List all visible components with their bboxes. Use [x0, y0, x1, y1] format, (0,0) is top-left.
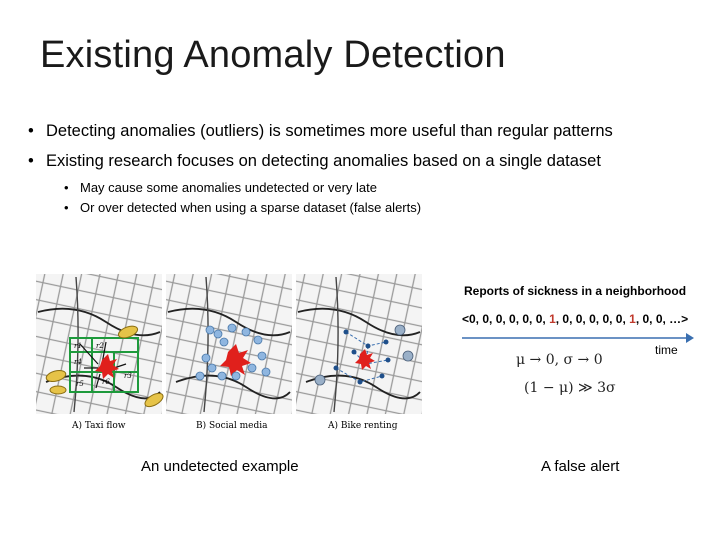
report-sequence — [462, 312, 688, 326]
slide-title: Existing Anomaly Detection — [40, 34, 506, 76]
sequence-mid: , 0, 0, 0, 0, 0, — [555, 312, 630, 326]
region-label-r5: r5 — [76, 380, 84, 388]
sequence-highlight-2: 1 — [629, 312, 636, 326]
bullet-dot: • — [64, 180, 69, 195]
formula-threshold: (1 − μ) ≫ 3σ — [524, 380, 616, 396]
region-label-r4: r4 — [74, 358, 82, 366]
panel-label-taxi: A) Taxi flow — [72, 421, 126, 431]
sequence-start: <0, 0, 0, 0, 0, 0, — [462, 312, 550, 326]
formula-mean-sigma: μ → 0, σ → 0 — [516, 352, 603, 368]
city-maps-figure — [36, 272, 422, 432]
map-panel-taxi — [36, 274, 165, 431]
bullet-1 — [28, 122, 613, 141]
report-title: Reports of sickness in a neighborhood — [464, 284, 687, 298]
map-panel-social — [166, 274, 292, 431]
region-label-r1: r1 — [74, 342, 82, 350]
sub-bullet-2-text: Or over detected when using a sparse dataset (false alerts) — [80, 200, 422, 215]
sub-bullet-2 — [64, 200, 421, 215]
region-label-r2: r2 — [96, 342, 104, 350]
sub-bullet-1 — [64, 180, 377, 195]
panel-label-bike: A) Bike renting — [328, 421, 398, 431]
sequence-end: , 0, 0, …> — [635, 312, 689, 326]
undetected-caption: An undetected example — [141, 458, 299, 475]
map-panel-bike — [296, 274, 422, 431]
bullet-dot: • — [28, 122, 34, 140]
bullet-2 — [28, 152, 601, 171]
panel-label-social: B) Social media — [196, 421, 268, 431]
region-label-r6: r6 — [102, 378, 110, 386]
sub-bullet-1-text: May cause some anomalies undetected or very late — [80, 180, 377, 195]
bullet-1-text: Detecting anomalies (outliers) is sometimes more useful than regular patterns — [46, 122, 613, 140]
false-alert-caption: A false alert — [541, 458, 620, 475]
sequence-highlight-1: 1 — [549, 312, 556, 326]
time-label: time — [655, 343, 678, 357]
bullet-2-text: Existing research focuses on detecting anomalies based on a single dataset — [46, 152, 601, 170]
bullet-dot: • — [28, 152, 34, 170]
bullet-dot: • — [64, 200, 69, 215]
region-label-r3: r3 — [124, 372, 132, 380]
